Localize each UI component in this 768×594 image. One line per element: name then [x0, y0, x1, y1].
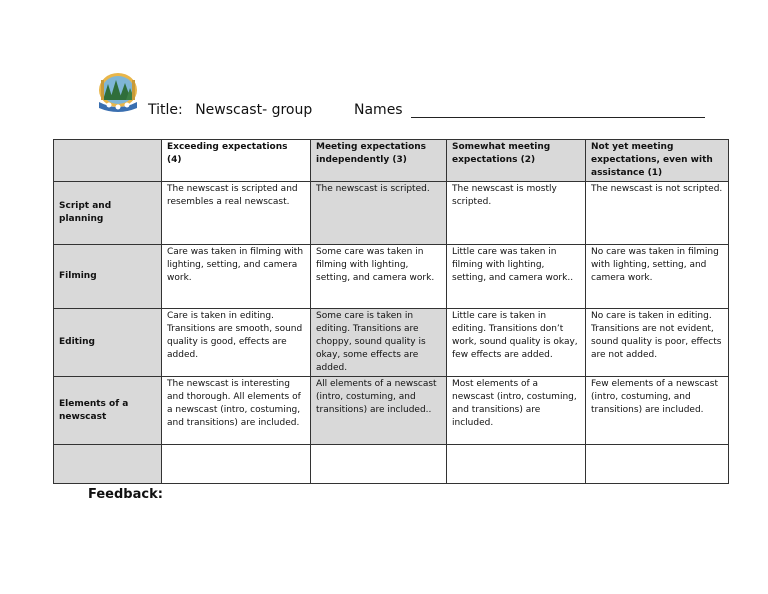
title-line — [148, 102, 312, 118]
row-label — [54, 445, 162, 484]
criterion-cell: Few elements of a newscast (intro, costuming, and transitions) are included. — [586, 377, 729, 445]
names-blank-line — [411, 103, 705, 118]
criterion-cell: Little care was taken in filming with lighting, setting, and camera work.. — [447, 245, 586, 309]
header-level-2: Somewhat meeting expectations (2) — [447, 140, 586, 182]
feedback-label: Feedback: — [88, 487, 163, 502]
school-logo — [95, 70, 141, 116]
criterion-cell: Some care is taken in editing. Transitions are choppy, sound quality is okay, some effects are added. — [311, 309, 447, 377]
criterion-cell: The newscast is scripted and resembles a real newscast. — [162, 182, 311, 245]
header-corner — [54, 140, 162, 182]
names-field — [354, 102, 705, 118]
header-level-3: Meeting expectations independently (3) — [311, 140, 447, 182]
row-label: Filming — [54, 245, 162, 309]
criterion-cell — [162, 445, 311, 484]
criterion-cell: The newscast is interesting and thorough. All elements of a newscast (intro, costuming, and transitions) are included. — [162, 377, 311, 445]
table-row — [54, 445, 729, 484]
rubric-table — [53, 139, 729, 484]
criterion-cell: The newscast is mostly scripted. — [447, 182, 586, 245]
table-row — [54, 377, 729, 445]
criterion-cell: Little care is taken in editing. Transitions don’t work, sound quality is okay, few effects are added. — [447, 309, 586, 377]
criterion-cell — [447, 445, 586, 484]
row-label: Editing — [54, 309, 162, 377]
rubric-header-row — [54, 140, 729, 182]
table-row — [54, 245, 729, 309]
criterion-cell: Care was taken in filming with lighting, setting, and camera work. — [162, 245, 311, 309]
criterion-cell: No care is taken in editing. Transitions are not evident, sound quality is poor, effects are not added. — [586, 309, 729, 377]
row-label: Elements of a newscast — [54, 377, 162, 445]
title-label: Title: — [148, 102, 183, 118]
table-row — [54, 182, 729, 245]
criterion-cell: Most elements of a newscast (intro, costuming, and transitions) are included. — [447, 377, 586, 445]
criterion-cell — [311, 445, 447, 484]
criterion-cell — [586, 445, 729, 484]
criterion-cell: The newscast is scripted. — [311, 182, 447, 245]
criterion-cell: Some care was taken in filming with lighting, setting, and camera work. — [311, 245, 447, 309]
criterion-cell: No care was taken in filming with lighting, setting, and camera work. — [586, 245, 729, 309]
row-label: Script and planning — [54, 182, 162, 245]
header-level-1: Not yet meeting expectations, even with assistance (1) — [586, 140, 729, 182]
title-value: Newscast- group — [195, 102, 313, 118]
criterion-cell: Care is taken in editing. Transitions are smooth, sound quality is good, effects are added. — [162, 309, 311, 377]
criterion-cell: All elements of a newscast (intro, costuming, and transitions) are included.. — [311, 377, 447, 445]
header-level-4: Exceeding expectations (4) — [162, 140, 311, 182]
names-label: Names — [354, 102, 403, 118]
table-row — [54, 309, 729, 377]
criterion-cell: The newscast is not scripted. — [586, 182, 729, 245]
